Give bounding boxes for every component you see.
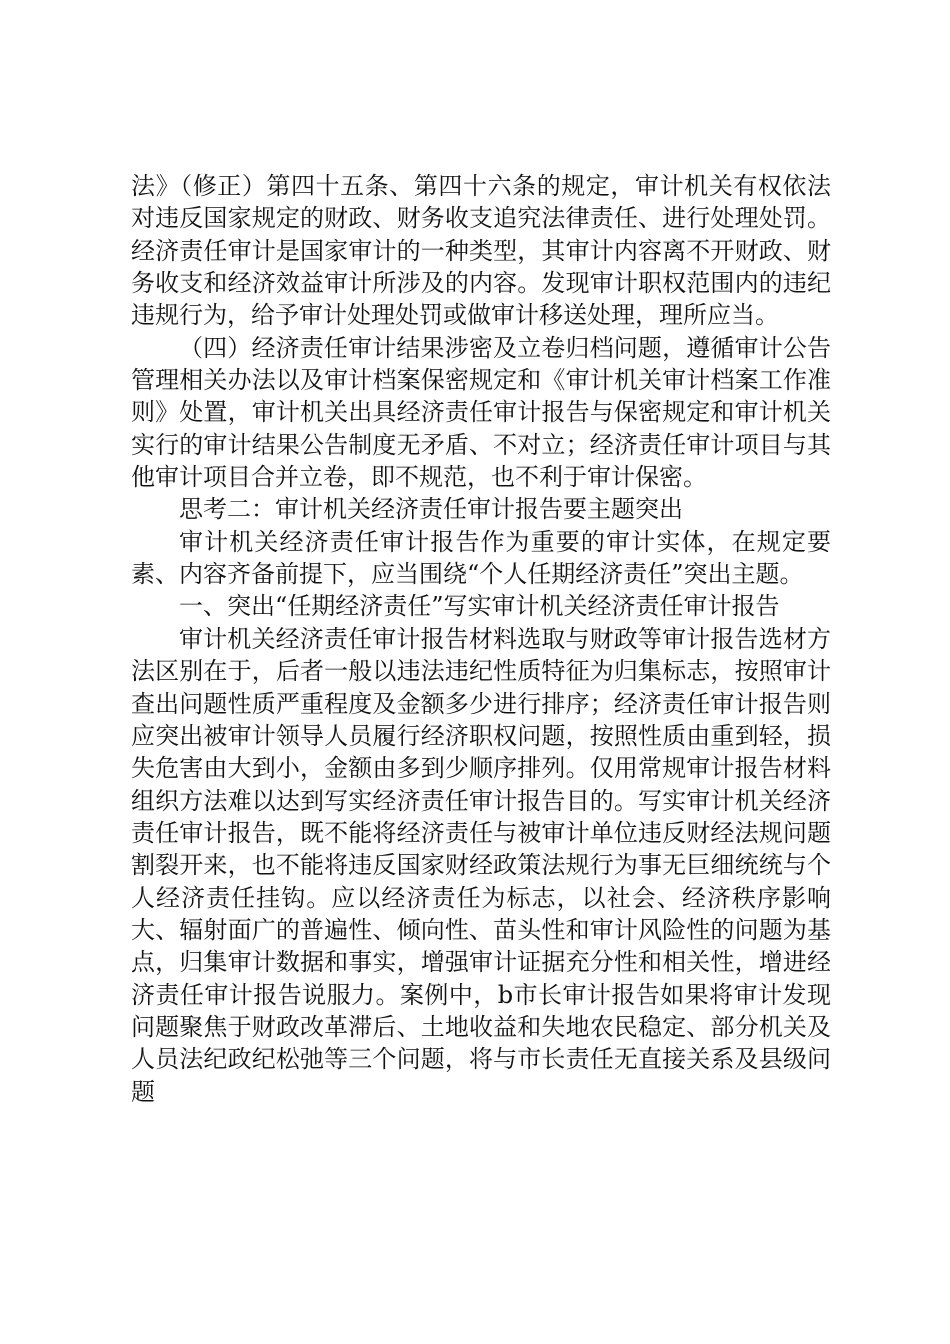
section-heading: 一、突出“任期经济责任”写实审计机关经济责任审计报告 — [179, 592, 780, 621]
body-paragraph: （四）经济责任审计结果涉密及立卷归档问题，遵循审计公告管理相关办法以及审计档案保密规定和《审计机关审计档案工作准则》处置，审计机关出具经济责任审计报告与保密规定和审计机关实行的审计结果公告制度无矛盾、不对立；经济责任审计项目与其他审计项目合并立卷，即不规范，也不利于审计保密。 — [131, 333, 831, 492]
section-heading: 思考二：审计机关经济责任审计报告要主题突出 — [179, 495, 683, 524]
body-paragraph: 审计机关经济责任审计报告材料选取与财政等审计报告选材方法区别在于，后者一般以违法违纪性质特征为归集标志，按照审计查出问题性质严重程度及金额多少进行排序；经济责任审计报告则应突出被审计领导人员履行经济职权问题，按照性质由重到轻，损失危害由大到小，金额由多到少顺序排列。仅用常规审计报告材料组织方法难以达到写实经济责任审计报告目的。写实审计机关经济责任审计报告，既不能将经济责任与被审计单位违反财经法规问题割裂开来，也不能将违反国家财经政策法规行为事无巨细统统与个人经济责任挂钩。应以经济责任为标志，以社会、经济秩序影响大、辐射面广的普遍性、倾向性、苗头性和审计风险性的问题为基点，归集审计数据和事实，增强审计证据充分性和相关性，增进经济责任审计报告说服力。案例中，b市长审计报告如果将审计发现问题聚焦于财政改革滞后、土地收益和失地农民稳定、部分机关及人员法纪政纪松弛等三个问题，将与市长责任无直接关系及县级问题 — [131, 624, 831, 1106]
body-paragraph: 法》（修正）第四十五条、第四十六条的规定，审计机关有权依法对违反国家规定的财政、财务收支追究法律责任、进行处理处罚。经济责任审计是国家审计的一种类型，其审计内容离不开财政、财务收支和经济效益审计所涉及的内容。发现审计职权范围内的违纪违规行为，给予审计处理处罚或做审计移送处理，理所应当。 — [131, 172, 831, 330]
body-paragraph: 审计机关经济责任审计报告作为重要的审计实体，在规定要素、内容齐备前提下，应当围绕“个人任期经济责任”突出主题。 — [131, 527, 831, 589]
document-body — [131, 170, 831, 1108]
